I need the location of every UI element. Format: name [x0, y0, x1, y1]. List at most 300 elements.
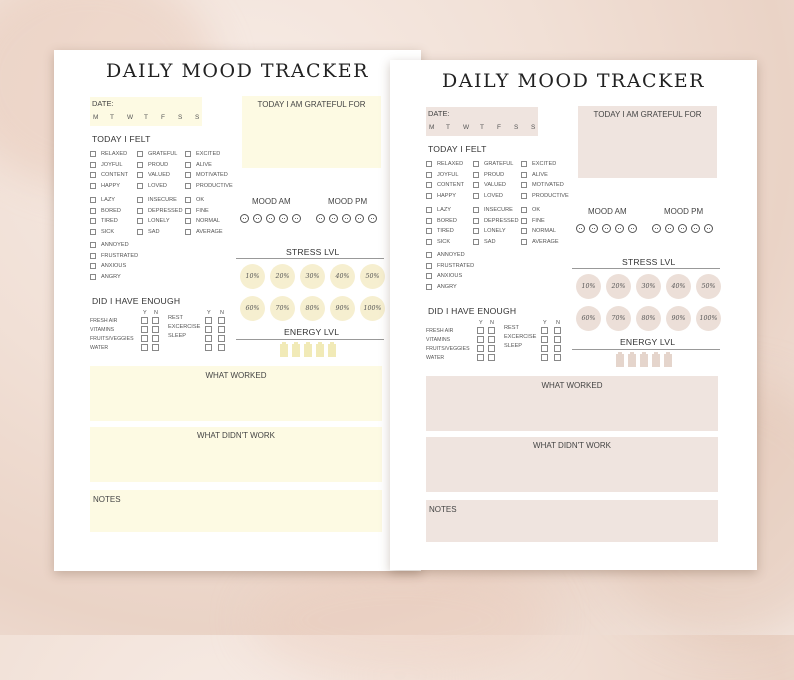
mood-pm-face-icon[interactable] — [316, 214, 325, 223]
yes-header: Y — [479, 320, 483, 326]
feeling-checkbox[interactable] — [90, 242, 96, 248]
feeling-label: INSECURE — [484, 207, 513, 214]
feeling-option[interactable] — [185, 181, 233, 192]
feeling-option[interactable] — [137, 227, 183, 238]
weekday-0[interactable]: M — [93, 114, 99, 121]
battery-icon[interactable] — [640, 354, 648, 367]
feeling-option[interactable] — [521, 205, 559, 216]
feeling-checkbox[interactable] — [90, 208, 96, 214]
weekday-3[interactable]: T — [144, 114, 148, 121]
enough-checkbox[interactable] — [554, 354, 561, 361]
mood-am-face-icon[interactable] — [279, 214, 288, 223]
enough-item-label: REST — [504, 325, 519, 331]
feeling-checkbox[interactable] — [521, 172, 527, 178]
enough-checkbox[interactable] — [205, 326, 212, 333]
feeling-checkbox[interactable] — [426, 263, 432, 269]
weekday-0[interactable]: M — [429, 124, 435, 131]
feeling-checkbox[interactable] — [521, 207, 527, 213]
feeling-checkbox[interactable] — [426, 218, 432, 224]
feeling-checkbox[interactable] — [426, 273, 432, 279]
feeling-option[interactable] — [137, 170, 177, 181]
feelings-col5 — [473, 205, 519, 247]
enough-checkbox[interactable] — [218, 335, 225, 342]
stress-level-badge[interactable]: 20% — [270, 264, 295, 289]
feelings-col4 — [426, 205, 457, 247]
enough-checkbox[interactable] — [141, 317, 148, 324]
mood-am-face-icon[interactable] — [266, 214, 275, 223]
feeling-option[interactable] — [185, 170, 233, 181]
stress-levels — [236, 262, 384, 320]
feeling-checkbox[interactable] — [137, 162, 143, 168]
feeling-checkbox[interactable] — [426, 161, 432, 167]
stress-level-badge[interactable]: 80% — [636, 306, 661, 331]
mood-pm-face-icon[interactable] — [678, 224, 687, 233]
feeling-checkbox[interactable] — [521, 182, 527, 188]
feeling-label: OK — [532, 207, 541, 214]
feeling-option[interactable] — [90, 272, 138, 283]
feeling-option[interactable] — [473, 191, 513, 202]
feeling-option[interactable] — [426, 205, 457, 216]
battery-icon[interactable] — [616, 354, 624, 367]
feeling-checkbox[interactable] — [521, 193, 527, 199]
feeling-checkbox[interactable] — [90, 218, 96, 224]
feeling-option[interactable] — [473, 170, 513, 181]
enough-table — [426, 320, 571, 365]
page-title: DAILY MOOD TRACKER — [442, 70, 705, 92]
mood-am-face-icon[interactable] — [240, 214, 249, 223]
stress-level-badge[interactable]: 60% — [240, 296, 265, 321]
weekday-4[interactable]: F — [161, 114, 165, 121]
feeling-label: SAD — [148, 228, 160, 235]
feeling-label: SAD — [484, 238, 496, 245]
stress-level-badge[interactable]: 100% — [360, 296, 385, 321]
enough-item-label: FRUITS/VEGGIES — [426, 346, 470, 352]
feeling-label: PROUD — [484, 171, 505, 178]
feeling-option[interactable] — [90, 170, 128, 181]
feeling-checkbox[interactable] — [473, 218, 479, 224]
feeling-checkbox[interactable] — [137, 172, 143, 178]
battery-icon[interactable] — [304, 344, 312, 357]
feeling-checkbox[interactable] — [90, 263, 96, 269]
stress-level-badge[interactable]: 70% — [606, 306, 631, 331]
feeling-checkbox[interactable] — [473, 228, 479, 234]
date-box[interactable] — [90, 97, 202, 126]
battery-icon[interactable] — [292, 344, 300, 357]
enough-checkbox[interactable] — [218, 344, 225, 351]
grateful-box[interactable] — [242, 96, 381, 168]
feeling-label: VALUED — [484, 182, 506, 189]
feeling-option[interactable] — [426, 191, 464, 202]
feeling-checkbox[interactable] — [521, 218, 527, 224]
enough-checkbox[interactable] — [554, 345, 561, 352]
weekday-6[interactable]: S — [531, 124, 536, 131]
mood-pm-face-icon[interactable] — [329, 214, 338, 223]
no-header: N — [490, 320, 494, 326]
feeling-option[interactable] — [473, 180, 513, 191]
mood-am-label: MOOD AM — [252, 197, 291, 206]
feeling-checkbox[interactable] — [473, 172, 479, 178]
feeling-option[interactable] — [137, 181, 177, 192]
feeling-option[interactable] — [90, 240, 138, 251]
enough-table — [90, 310, 235, 355]
feeling-label: FRUSTRATED — [101, 252, 139, 259]
feeling-checkbox[interactable] — [90, 183, 96, 189]
feeling-option[interactable] — [521, 226, 559, 237]
feeling-option[interactable] — [473, 205, 519, 216]
feeling-option[interactable] — [90, 261, 138, 272]
feeling-label: TIRED — [101, 218, 118, 225]
enough-checkbox[interactable] — [205, 344, 212, 351]
stress-level-badge[interactable]: 50% — [360, 264, 385, 289]
weekday-row — [429, 124, 548, 131]
feeling-option[interactable] — [90, 227, 121, 238]
feeling-option[interactable] — [521, 237, 559, 248]
feeling-checkbox[interactable] — [137, 197, 143, 203]
what-didnt-label: WHAT DIDN'T WORK — [197, 431, 275, 440]
what-didnt-box[interactable] — [90, 427, 382, 482]
feeling-label: SICK — [437, 238, 451, 245]
mood-pm-face-icon[interactable] — [665, 224, 674, 233]
feeling-option[interactable] — [426, 159, 464, 170]
feeling-checkbox[interactable] — [185, 162, 191, 168]
weekday-4[interactable]: F — [497, 124, 501, 131]
feeling-checkbox[interactable] — [90, 162, 96, 168]
feeling-checkbox[interactable] — [185, 218, 191, 224]
feeling-option[interactable] — [426, 282, 474, 293]
mood-am-face-icon[interactable] — [602, 224, 611, 233]
battery-icon[interactable] — [328, 344, 336, 357]
mood-pm-faces — [652, 220, 717, 238]
feeling-option[interactable] — [185, 206, 223, 217]
feeling-option[interactable] — [521, 216, 559, 227]
mood-pm-faces — [316, 210, 381, 228]
feelings-col1 — [426, 159, 464, 201]
feeling-checkbox[interactable] — [137, 229, 143, 235]
feelings-col1 — [90, 149, 128, 191]
enough-checkbox[interactable] — [488, 354, 495, 361]
mood-pm-face-icon[interactable] — [704, 224, 713, 233]
feeling-option[interactable] — [137, 206, 183, 217]
feeling-label: VALUED — [148, 172, 170, 179]
feeling-label: HAPPY — [437, 192, 456, 199]
feeling-checkbox[interactable] — [473, 239, 479, 245]
mood-am-face-icon[interactable] — [589, 224, 598, 233]
no-header: N — [220, 310, 224, 316]
feelings-col6 — [521, 205, 559, 247]
enough-checkbox[interactable] — [477, 345, 484, 352]
enough-heading: DID I HAVE ENOUGH — [92, 296, 181, 306]
weekday-5[interactable]: S — [514, 124, 519, 131]
feeling-label: ALIVE — [532, 171, 548, 178]
feeling-checkbox[interactable] — [426, 239, 432, 245]
feeling-label: LOVED — [148, 182, 167, 189]
enough-item-label: REST — [168, 315, 183, 321]
feeling-checkbox[interactable] — [426, 284, 432, 290]
feelings-col2 — [137, 149, 177, 191]
enough-checkbox[interactable] — [218, 317, 225, 324]
weekday-5[interactable]: S — [178, 114, 183, 121]
feeling-option[interactable] — [137, 216, 183, 227]
feeling-checkbox[interactable] — [426, 193, 432, 199]
enough-checkbox[interactable] — [541, 336, 548, 343]
feeling-checkbox[interactable] — [521, 161, 527, 167]
feeling-option[interactable] — [137, 149, 177, 160]
enough-checkbox[interactable] — [541, 345, 548, 352]
enough-checkbox[interactable] — [218, 326, 225, 333]
battery-icon[interactable] — [316, 344, 324, 357]
feeling-option[interactable] — [185, 216, 223, 227]
feeling-checkbox[interactable] — [90, 229, 96, 235]
feeling-checkbox[interactable] — [90, 197, 96, 203]
battery-icon[interactable] — [664, 354, 672, 367]
feeling-option[interactable] — [473, 159, 513, 170]
feeling-checkbox[interactable] — [185, 208, 191, 214]
feeling-option[interactable] — [90, 195, 121, 206]
feeling-option[interactable] — [185, 160, 233, 171]
what-worked-label: WHAT WORKED — [541, 381, 603, 390]
date-label: DATE: — [92, 99, 114, 108]
enough-checkbox[interactable] — [477, 327, 484, 334]
enough-checkbox[interactable] — [152, 335, 159, 342]
mood-am-face-icon[interactable] — [576, 224, 585, 233]
notes-label: NOTES — [429, 505, 457, 514]
enough-checkbox[interactable] — [488, 327, 495, 334]
enough-item-label: EXCERCISE — [168, 324, 201, 330]
feeling-checkbox[interactable] — [426, 182, 432, 188]
feeling-checkbox[interactable] — [185, 151, 191, 157]
stress-level-badge[interactable]: 10% — [240, 264, 265, 289]
stress-level-badge[interactable]: 80% — [300, 296, 325, 321]
today-felt-heading: TODAY I FELT — [428, 144, 487, 154]
enough-checkbox[interactable] — [554, 336, 561, 343]
energy-heading: ENERGY LVL — [284, 327, 340, 337]
battery-icon[interactable] — [628, 354, 636, 367]
feeling-option[interactable] — [473, 237, 519, 248]
date-label: DATE: — [428, 109, 450, 118]
feeling-option[interactable] — [426, 237, 457, 248]
stress-level-badge[interactable]: 70% — [270, 296, 295, 321]
enough-checkbox[interactable] — [541, 327, 548, 334]
feeling-checkbox[interactable] — [473, 207, 479, 213]
what-didnt-box[interactable] — [426, 437, 718, 492]
feeling-checkbox[interactable] — [426, 207, 432, 213]
energy-heading: ENERGY LVL — [620, 337, 676, 347]
feeling-option[interactable] — [185, 195, 223, 206]
feeling-checkbox[interactable] — [90, 172, 96, 178]
feeling-checkbox[interactable] — [185, 172, 191, 178]
enough-item-label: FRESH AIR — [426, 328, 454, 334]
notes-box[interactable] — [90, 490, 382, 532]
stress-level-badge[interactable]: 10% — [576, 274, 601, 299]
feeling-option[interactable] — [90, 160, 128, 171]
feeling-option[interactable] — [426, 261, 474, 272]
grateful-box[interactable] — [578, 106, 717, 178]
stress-level-badge[interactable]: 40% — [330, 264, 355, 289]
feeling-label: EXCITED — [196, 151, 221, 158]
feeling-checkbox[interactable] — [137, 218, 143, 224]
feeling-checkbox[interactable] — [90, 253, 96, 259]
feeling-option[interactable] — [90, 216, 121, 227]
feeling-checkbox[interactable] — [521, 228, 527, 234]
feeling-option[interactable] — [185, 227, 223, 238]
weekday-6[interactable]: S — [195, 114, 200, 121]
feelings-col3 — [521, 159, 569, 201]
mood-am-face-icon[interactable] — [253, 214, 262, 223]
feeling-checkbox[interactable] — [426, 228, 432, 234]
enough-checkbox[interactable] — [141, 344, 148, 351]
what-worked-box[interactable] — [426, 376, 718, 431]
feeling-label: ALIVE — [196, 161, 212, 168]
feeling-checkbox[interactable] — [426, 252, 432, 258]
feeling-checkbox[interactable] — [521, 239, 527, 245]
feeling-checkbox[interactable] — [185, 229, 191, 235]
stress-level-badge[interactable]: 90% — [330, 296, 355, 321]
feeling-option[interactable] — [137, 195, 183, 206]
no-header: N — [556, 320, 560, 326]
feeling-checkbox[interactable] — [426, 172, 432, 178]
mood-pm-label: MOOD PM — [328, 197, 368, 206]
feeling-option[interactable] — [90, 251, 138, 262]
enough-checkbox[interactable] — [488, 345, 495, 352]
feeling-checkbox[interactable] — [137, 151, 143, 157]
enough-checkbox[interactable] — [141, 326, 148, 333]
enough-item-label: FRUITS/VEGGIES — [90, 336, 134, 342]
enough-checkbox[interactable] — [141, 335, 148, 342]
feeling-option[interactable] — [426, 226, 457, 237]
mood-am-face-icon[interactable] — [615, 224, 624, 233]
feeling-option[interactable] — [185, 149, 233, 160]
feeling-label: PRODUCTIVE — [532, 192, 569, 199]
battery-icon[interactable] — [652, 354, 660, 367]
feeling-option[interactable] — [426, 170, 464, 181]
what-didnt-label: WHAT DIDN'T WORK — [533, 441, 611, 450]
stress-level-badge[interactable]: 100% — [696, 306, 721, 331]
feeling-label: PROUD — [148, 161, 169, 168]
feeling-checkbox[interactable] — [185, 197, 191, 203]
stress-heading: STRESS LVL — [622, 257, 676, 267]
date-box[interactable] — [426, 107, 538, 136]
enough-checkbox[interactable] — [152, 344, 159, 351]
yes-header: Y — [143, 310, 147, 316]
feeling-option[interactable] — [473, 216, 519, 227]
enough-item-label: FRESH AIR — [90, 318, 118, 324]
feeling-label: FINE — [532, 217, 545, 224]
feeling-option[interactable] — [521, 170, 569, 181]
grateful-label: TODAY I AM GRATEFUL FOR — [257, 100, 366, 109]
feeling-option[interactable] — [426, 216, 457, 227]
feeling-option[interactable] — [426, 271, 474, 282]
enough-checkbox[interactable] — [205, 335, 212, 342]
feeling-label: GRATEFUL — [148, 151, 178, 158]
stress-level-badge[interactable]: 20% — [606, 274, 631, 299]
enough-checkbox[interactable] — [152, 317, 159, 324]
pink-tracker-sheet — [390, 60, 757, 570]
feelings-col2 — [473, 159, 513, 201]
feelings-col6 — [185, 195, 223, 237]
what-worked-label: WHAT WORKED — [205, 371, 267, 380]
feeling-option[interactable] — [521, 191, 569, 202]
notes-box[interactable] — [426, 500, 718, 542]
feeling-checkbox[interactable] — [473, 182, 479, 188]
feelings-col7 — [426, 250, 474, 292]
feeling-option[interactable] — [90, 206, 121, 217]
grateful-label: TODAY I AM GRATEFUL FOR — [593, 110, 702, 119]
mood-pm-face-icon[interactable] — [368, 214, 377, 223]
feeling-checkbox[interactable] — [137, 183, 143, 189]
feeling-checkbox[interactable] — [473, 193, 479, 199]
enough-checkbox[interactable] — [152, 326, 159, 333]
stress-level-badge[interactable]: 40% — [666, 274, 691, 299]
enough-checkbox[interactable] — [554, 327, 561, 334]
enough-item-label: EXCERCISE — [504, 334, 537, 340]
feeling-option[interactable] — [521, 180, 569, 191]
mood-pm-face-icon[interactable] — [355, 214, 364, 223]
mood-am-faces — [576, 220, 641, 238]
feeling-label: NORMAL — [532, 228, 556, 235]
stress-level-badge[interactable]: 30% — [636, 274, 661, 299]
feeling-checkbox[interactable] — [473, 161, 479, 167]
feeling-option[interactable] — [521, 159, 569, 170]
feeling-label: ANNOYED — [101, 242, 129, 249]
feeling-checkbox[interactable] — [185, 183, 191, 189]
feeling-label: NORMAL — [196, 218, 220, 225]
mood-am-face-icon[interactable] — [292, 214, 301, 223]
feeling-option[interactable] — [137, 160, 177, 171]
mood-pm-face-icon[interactable] — [691, 224, 700, 233]
feeling-label: RELAXED — [437, 161, 464, 168]
feeling-checkbox[interactable] — [90, 274, 96, 280]
enough-item-label: WATER — [90, 345, 109, 351]
weekday-3[interactable]: T — [480, 124, 484, 131]
weekday-2[interactable]: W — [127, 114, 134, 121]
feeling-label: MOTIVATED — [532, 182, 564, 189]
feeling-label: AVERAGE — [196, 228, 223, 235]
energy-bars — [616, 354, 676, 372]
feeling-label: JOYFUL — [437, 171, 459, 178]
feelings-col5 — [137, 195, 183, 237]
energy-bars — [280, 344, 340, 362]
stress-levels — [572, 272, 720, 330]
feeling-option[interactable] — [426, 180, 464, 191]
feeling-option[interactable] — [426, 250, 474, 261]
mood-pm-face-icon[interactable] — [652, 224, 661, 233]
feeling-checkbox[interactable] — [90, 151, 96, 157]
weekday-2[interactable]: W — [463, 124, 470, 131]
enough-checkbox[interactable] — [205, 317, 212, 324]
stress-level-badge[interactable]: 50% — [696, 274, 721, 299]
mood-pm-face-icon[interactable] — [342, 214, 351, 223]
feeling-option[interactable] — [473, 226, 519, 237]
enough-checkbox[interactable] — [477, 336, 484, 343]
weekday-1[interactable]: T — [110, 114, 114, 121]
feeling-option[interactable] — [90, 149, 128, 160]
enough-checkbox[interactable] — [488, 336, 495, 343]
enough-checkbox[interactable] — [477, 354, 484, 361]
weekday-1[interactable]: T — [446, 124, 450, 131]
feeling-option[interactable] — [90, 181, 128, 192]
stress-level-badge[interactable]: 90% — [666, 306, 691, 331]
stress-level-badge[interactable]: 60% — [576, 306, 601, 331]
stress-level-badge[interactable]: 30% — [300, 264, 325, 289]
mood-am-face-icon[interactable] — [628, 224, 637, 233]
battery-icon[interactable] — [280, 344, 288, 357]
enough-checkbox[interactable] — [541, 354, 548, 361]
feeling-label: CONTENT — [437, 182, 465, 189]
feeling-checkbox[interactable] — [137, 208, 143, 214]
feeling-label: PRODUCTIVE — [196, 182, 233, 189]
what-worked-box[interactable] — [90, 366, 382, 421]
feeling-label: DEPRESSED — [148, 207, 183, 214]
